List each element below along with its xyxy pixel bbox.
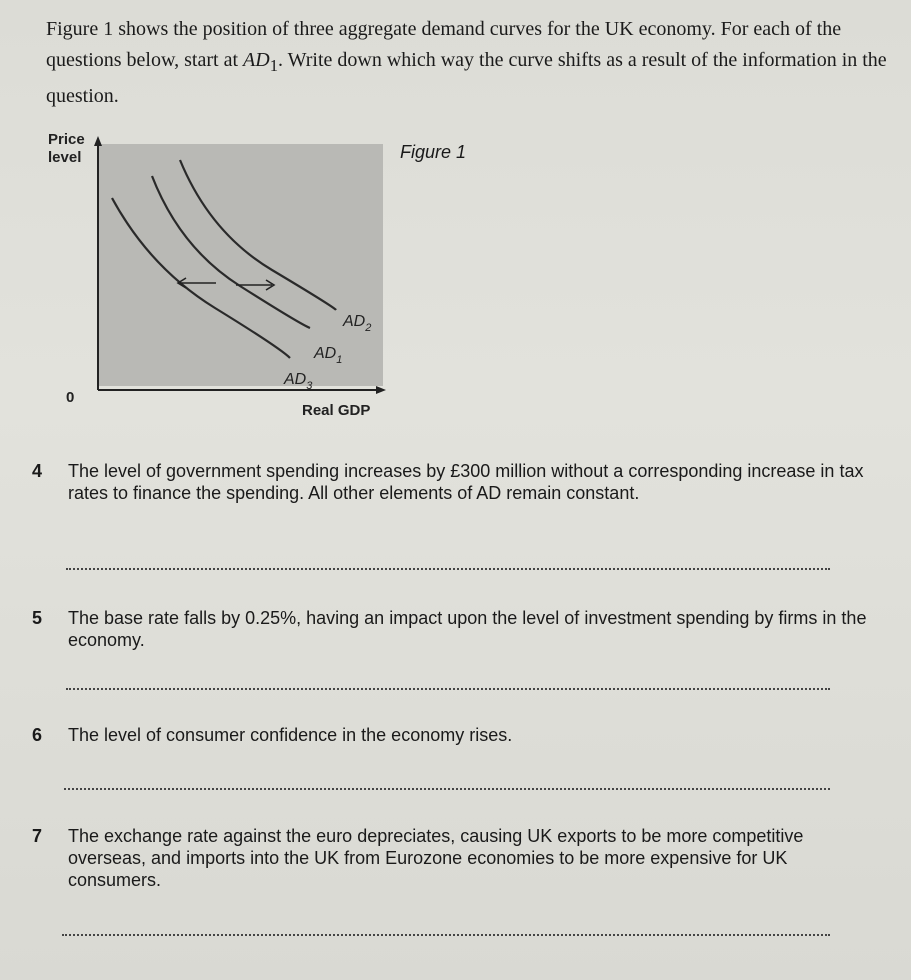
x-axis-label: Real GDP xyxy=(302,402,371,419)
answer-line-7[interactable] xyxy=(62,934,830,936)
question-number: 5 xyxy=(32,608,43,628)
question-5 xyxy=(32,607,882,651)
ad3-label: $AD_3$ xyxy=(284,371,313,392)
y-axis-arrow xyxy=(94,136,102,146)
intro-text-1: Figure 1 shows the position of three aggregate demand curves for the UK economy. For each of the questions below, start at xyxy=(46,18,842,71)
intro-paragraph xyxy=(46,14,896,112)
ad-graph xyxy=(40,128,400,428)
answer-line-6[interactable] xyxy=(64,788,830,790)
question-4 xyxy=(32,460,882,504)
question-7 xyxy=(32,825,882,891)
question-number: 4 xyxy=(32,461,43,481)
answer-line-4[interactable] xyxy=(66,568,830,570)
question-text: The base rate falls by 0.25%, having an impact upon the level of investment spending by firms in the economy. xyxy=(68,608,867,650)
ad1-label: $AD_1$ xyxy=(314,345,343,366)
y-axis-label-2: level xyxy=(48,149,82,166)
figure-caption: Figure 1 xyxy=(400,142,467,162)
question-number: 7 xyxy=(32,826,43,846)
intro-ad1: AD xyxy=(243,49,270,71)
y-axis-label-1: Price xyxy=(48,131,85,148)
graph-shading xyxy=(98,144,383,386)
question-text: The level of government spending increases by £300 million without a corresponding increase in tax rates to finance the spending. All other elements of AD remain constant. xyxy=(68,461,864,503)
question-text: The level of consumer confidence in the economy rises. xyxy=(68,725,513,745)
intro-ad1-sub: 1 xyxy=(269,56,279,75)
question-number: 6 xyxy=(32,725,43,745)
origin-label: 0 xyxy=(66,389,75,406)
answer-line-5[interactable] xyxy=(66,688,830,690)
question-6 xyxy=(32,724,882,746)
question-text: The exchange rate against the euro depreciates, causing UK exports to be more competitive overseas, and imports into the UK from Eurozone economies to be more expensive for UK consumers. xyxy=(68,826,804,890)
ad2-label: $AD_2$ xyxy=(343,313,372,334)
intro-text-2: . Write down which way the curve shifts as a result of the information in the question. xyxy=(46,49,887,107)
x-axis-arrow xyxy=(376,386,386,394)
